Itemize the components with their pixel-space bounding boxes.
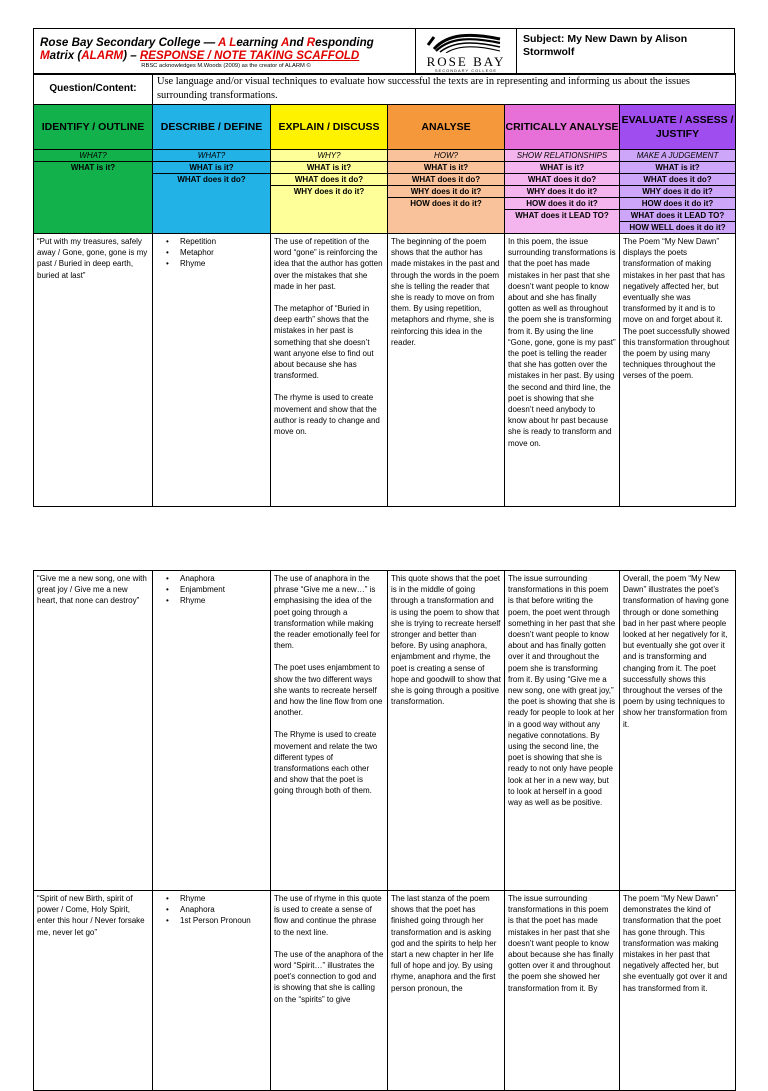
prompt: WHAT does it do?: [505, 174, 619, 186]
prompts-identify: [34, 150, 153, 234]
technique-item: • Enjambment: [180, 584, 267, 595]
explain-paragraph: The metaphor of “Buried in deep earth” shows that the mistakes in her past is something that she doesn’t want anyone else to find out about because she has transformed.: [274, 304, 374, 381]
logo-swoosh-icon: [426, 31, 506, 53]
prompts-describe: [153, 150, 271, 234]
evaluate-paragraph: The poem “My New Dawn” demonstrates the kind of transformation that the poet has gone through. This transformation was making mistakes in her past that negatively affected her, but she eventually got over it and has transformed from it.: [623, 894, 728, 993]
prompt: WHY does it do it?: [388, 186, 504, 198]
prompt: SHOW RELATIONSHIPS: [505, 150, 619, 162]
heading-analyse: ANALYSE: [388, 105, 505, 150]
technique-item: • 1st Person Pronoun: [180, 915, 267, 926]
explain-paragraph: The use of rhyme in this quote is used to create a sense of flow and continue the phrase to the next line.: [274, 894, 382, 937]
title-text: esponding: [315, 35, 374, 49]
prompt: WHAT is it?: [271, 162, 387, 174]
technique-item: • Anaphora: [180, 904, 267, 915]
prompt: HOW does it do it?: [505, 198, 619, 210]
prompt: HOW does it do it?: [410, 199, 482, 208]
heading-explain: EXPLAIN / DISCUSS: [271, 105, 388, 150]
techniques-cell: [153, 234, 271, 507]
explain-cell: [271, 891, 388, 1091]
techniques-list: [156, 893, 267, 927]
prompt: WHAT does it LEAD TO?: [620, 210, 735, 222]
critical-paragraph: In this poem, the issue surrounding transformations is that the poet has made mistakes in her past that she doesn’t want people to know about and she has finally gotten as well as throughout the poem she is transforming from it. By using the line “Gone, gone, gone is my past” the poet is telling the reader that she has gotten over the mistakes in her past. By using the second and third line, the poet is showing that she doesn’t need anybody to know about hr past because she is ready to transform and move on.: [508, 237, 616, 448]
explain-paragraph: The poet uses enjambment to show the two different ways she wants to recreate herself and how the line flow from one another.: [274, 663, 383, 718]
evaluate-paragraph: Overall, the poem “My New Dawn” illustrates the poet’s transformation of having gone through or done something bad in her past where people looked at her negatively for it, but eventually she got over it and is transforming and changing from it. The poet successfully shows this throughout the verses of the poem by using techniques to show her transformation from it.: [623, 574, 729, 729]
prompt: WHY?: [271, 150, 387, 162]
quote-text: “Put with my treasures, safely away / Gone, gone, gone is my past / Buried in deep earth, buried at last”: [37, 237, 148, 280]
title-text: ) –: [123, 48, 140, 62]
evaluate-cell: [620, 234, 736, 507]
title-line-1: [40, 36, 412, 49]
matrix-table-continued: [33, 570, 736, 1091]
prompt: WHAT is it?: [153, 162, 270, 174]
prompt: WHAT?: [153, 150, 270, 162]
heading-identify: IDENTIFY / OUTLINE: [34, 105, 153, 150]
prompt: HOW does it do it?: [620, 198, 735, 210]
prompt: WHAT does it do?: [388, 174, 504, 186]
title-text: nd: [289, 35, 307, 49]
explain-cell: [271, 234, 388, 507]
analyse-paragraph: The beginning of the poem shows that the author has made mistakes in the past and through the words in the poem she is telling the reader that she is ready to move on from them. By using repetition, metaphors and rhyme, she is reinforcing this idea in the reader.: [391, 237, 500, 347]
quote-text: “Give me a new song, one with great joy / Give me a new heart, that none can destroy”: [37, 574, 147, 606]
title-block: [34, 29, 416, 75]
critical-cell: [505, 891, 620, 1091]
prompt: HOW WELL does it do it?: [629, 223, 726, 232]
title-text: Rose Bay Secondary College —: [40, 35, 219, 49]
analyse-paragraph: This quote shows that the poet is in the middle of going through a transformation and is using the poem to show that she is trying to recreate herself stronger and better than before. By using anaphora, enjambment and rhyme, the poet is creating a sense of hope and goodwill to show that she is going through a positive transformation.: [391, 574, 501, 707]
heading-critical: CRITICALLY ANALYSE: [505, 105, 620, 150]
prompts-critical: [505, 150, 620, 234]
quote-cell: [34, 234, 153, 507]
prompts-evaluate: [620, 150, 736, 234]
prompt: WHY does it do it?: [293, 187, 365, 196]
prompt: WHAT is it?: [620, 162, 735, 174]
explain-paragraph: The rhyme is used to create movement and show that the author is ready to change and move on.: [274, 393, 380, 437]
prompt: WHAT does it do?: [177, 175, 246, 184]
logo-subtext: SECONDARY COLLEGE: [434, 67, 498, 73]
title-letter: A: [281, 35, 290, 49]
technique-item: • Rhyme: [180, 595, 267, 606]
quote-cell: [34, 571, 153, 891]
subject-cell: Subject: My New Dawn by Alison Stormwolf: [517, 29, 735, 75]
techniques-cell: [153, 891, 271, 1091]
question-label: Question/Content:: [34, 74, 153, 105]
analyse-cell: [388, 571, 505, 891]
quote-cell: [34, 891, 153, 1091]
header-table: [33, 28, 735, 75]
school-logo: [416, 29, 517, 75]
title-text: earning: [236, 35, 281, 49]
technique-item: • Repetition: [180, 236, 267, 247]
prompt: WHY does it do it?: [620, 186, 735, 198]
evaluate-paragraph: The Poem “My New Dawn” displays the poets transformation of making mistakes in her past that has negatively affected her, but eventually she was transformed by it and is to move on and forget about it. The poet successfully showed this transformation throughout the poem by using many techniques throughout the verses of the poem.: [623, 237, 730, 381]
techniques-cell: [153, 571, 271, 891]
explain-paragraph: The use of repetition of the word “gone” is reinforcing the idea that the author has gotten over the mistakes that she made in her past.: [274, 237, 383, 291]
title-letter: R: [306, 35, 316, 49]
title-letter: L: [229, 35, 237, 49]
analyse-cell: [388, 234, 505, 507]
logo-name: ROSE BAY: [426, 53, 506, 69]
title-line-2: [40, 49, 412, 62]
acknowledgement: RBSC acknowledges M.Woods (2009) as the creator of ALARM ©: [141, 62, 311, 69]
technique-item: • Anaphora: [180, 573, 267, 584]
title-text: atrix (: [49, 48, 82, 62]
critical-paragraph: The issue surrounding transformations in this poem is that the poet has made mistakes in her past that she doesn’t want people to know about because she has finally gotten over it and throughout the poem she showed her transformation from it. By: [508, 894, 614, 993]
analyse-cell: [388, 891, 505, 1091]
critical-cell: [505, 571, 620, 891]
technique-item: • Metaphor: [180, 247, 267, 258]
heading-evaluate: EVALUATE / ASSESS / JUSTIFY: [620, 105, 736, 150]
explain-paragraph: The Rhyme is used to create movement and relate the two different types of transformations each other and show that the poet is going through both of them.: [274, 730, 378, 796]
prompt: WHAT?: [34, 150, 152, 162]
prompt: WHAT does it do?: [271, 174, 387, 186]
techniques-list: [156, 573, 267, 607]
explain-cell: [271, 571, 388, 891]
evaluate-cell: [620, 571, 736, 891]
prompt: WHY does it do it?: [505, 186, 619, 198]
prompts-analyse: [388, 150, 505, 234]
quote-text: “Spirit of new Birth, spirit of power / Come, Holy Spirit, enter this hour / Never forsake me, never let go”: [37, 894, 145, 937]
question-text: Use language and/or visual techniques to evaluate how successful the texts are in representing and informing us about the issues surrounding transformations.: [153, 74, 736, 105]
explain-paragraph: The use of anaphora in the phrase “Give me a new…” is emphasising the idea of the poet going through a transformation while making the reader emotionally feel for them.: [274, 574, 380, 651]
prompt: WHAT does it LEAD TO?: [515, 211, 609, 220]
critical-paragraph: The issue surrounding transformations in this poem is that before writing the poem, the poet went through something in her past that she doesn’t want people to know about and has finally gotten over it and throughout the poem she is transforming from it. By using “Give me a new song, one with great joy,” the poet is showing that she is ready for people to look at her in a good way without any negative connotations. By using the second line, the poet is showing that she is ready to not only have people look at her in a new way, but to look at herself in a good way as well as be positive.: [508, 574, 616, 808]
explain-paragraph: The use of the anaphora of the word “Spirit…” illustrates the poet’s connection to god and is showing that she is calling on the “spirits” to give: [274, 949, 384, 1004]
prompts-explain: [271, 150, 388, 234]
title-letter: A: [218, 35, 226, 49]
prompt: WHAT is it?: [388, 162, 504, 174]
critical-cell: [505, 234, 620, 507]
heading-describe: DESCRIBE / DEFINE: [153, 105, 271, 150]
prompt: HOW?: [388, 150, 504, 162]
title-response: RESPONSE / NOTE TAKING SCAFFOLD: [139, 48, 360, 62]
analyse-paragraph: The last stanza of the poem shows that the poet has finished going through her transformation and is asking god and the spirits to help her start a new chapter in her life full of hope and joy. By using rhyme, anaphora and the first person pronoun, the: [391, 894, 497, 993]
matrix-table: [33, 73, 736, 507]
prompt: WHAT does it do?: [620, 174, 735, 186]
title-acronym: ALARM: [81, 48, 124, 62]
techniques-list: [156, 236, 267, 270]
evaluate-cell: [620, 891, 736, 1091]
prompt: WHAT is it?: [70, 163, 116, 172]
technique-item: • Rhyme: [180, 258, 267, 269]
title-letter: M: [40, 48, 50, 62]
prompt: WHAT is it?: [505, 162, 619, 174]
prompt: MAKE A JUDGEMENT: [620, 150, 735, 162]
technique-item: • Rhyme: [180, 893, 267, 904]
